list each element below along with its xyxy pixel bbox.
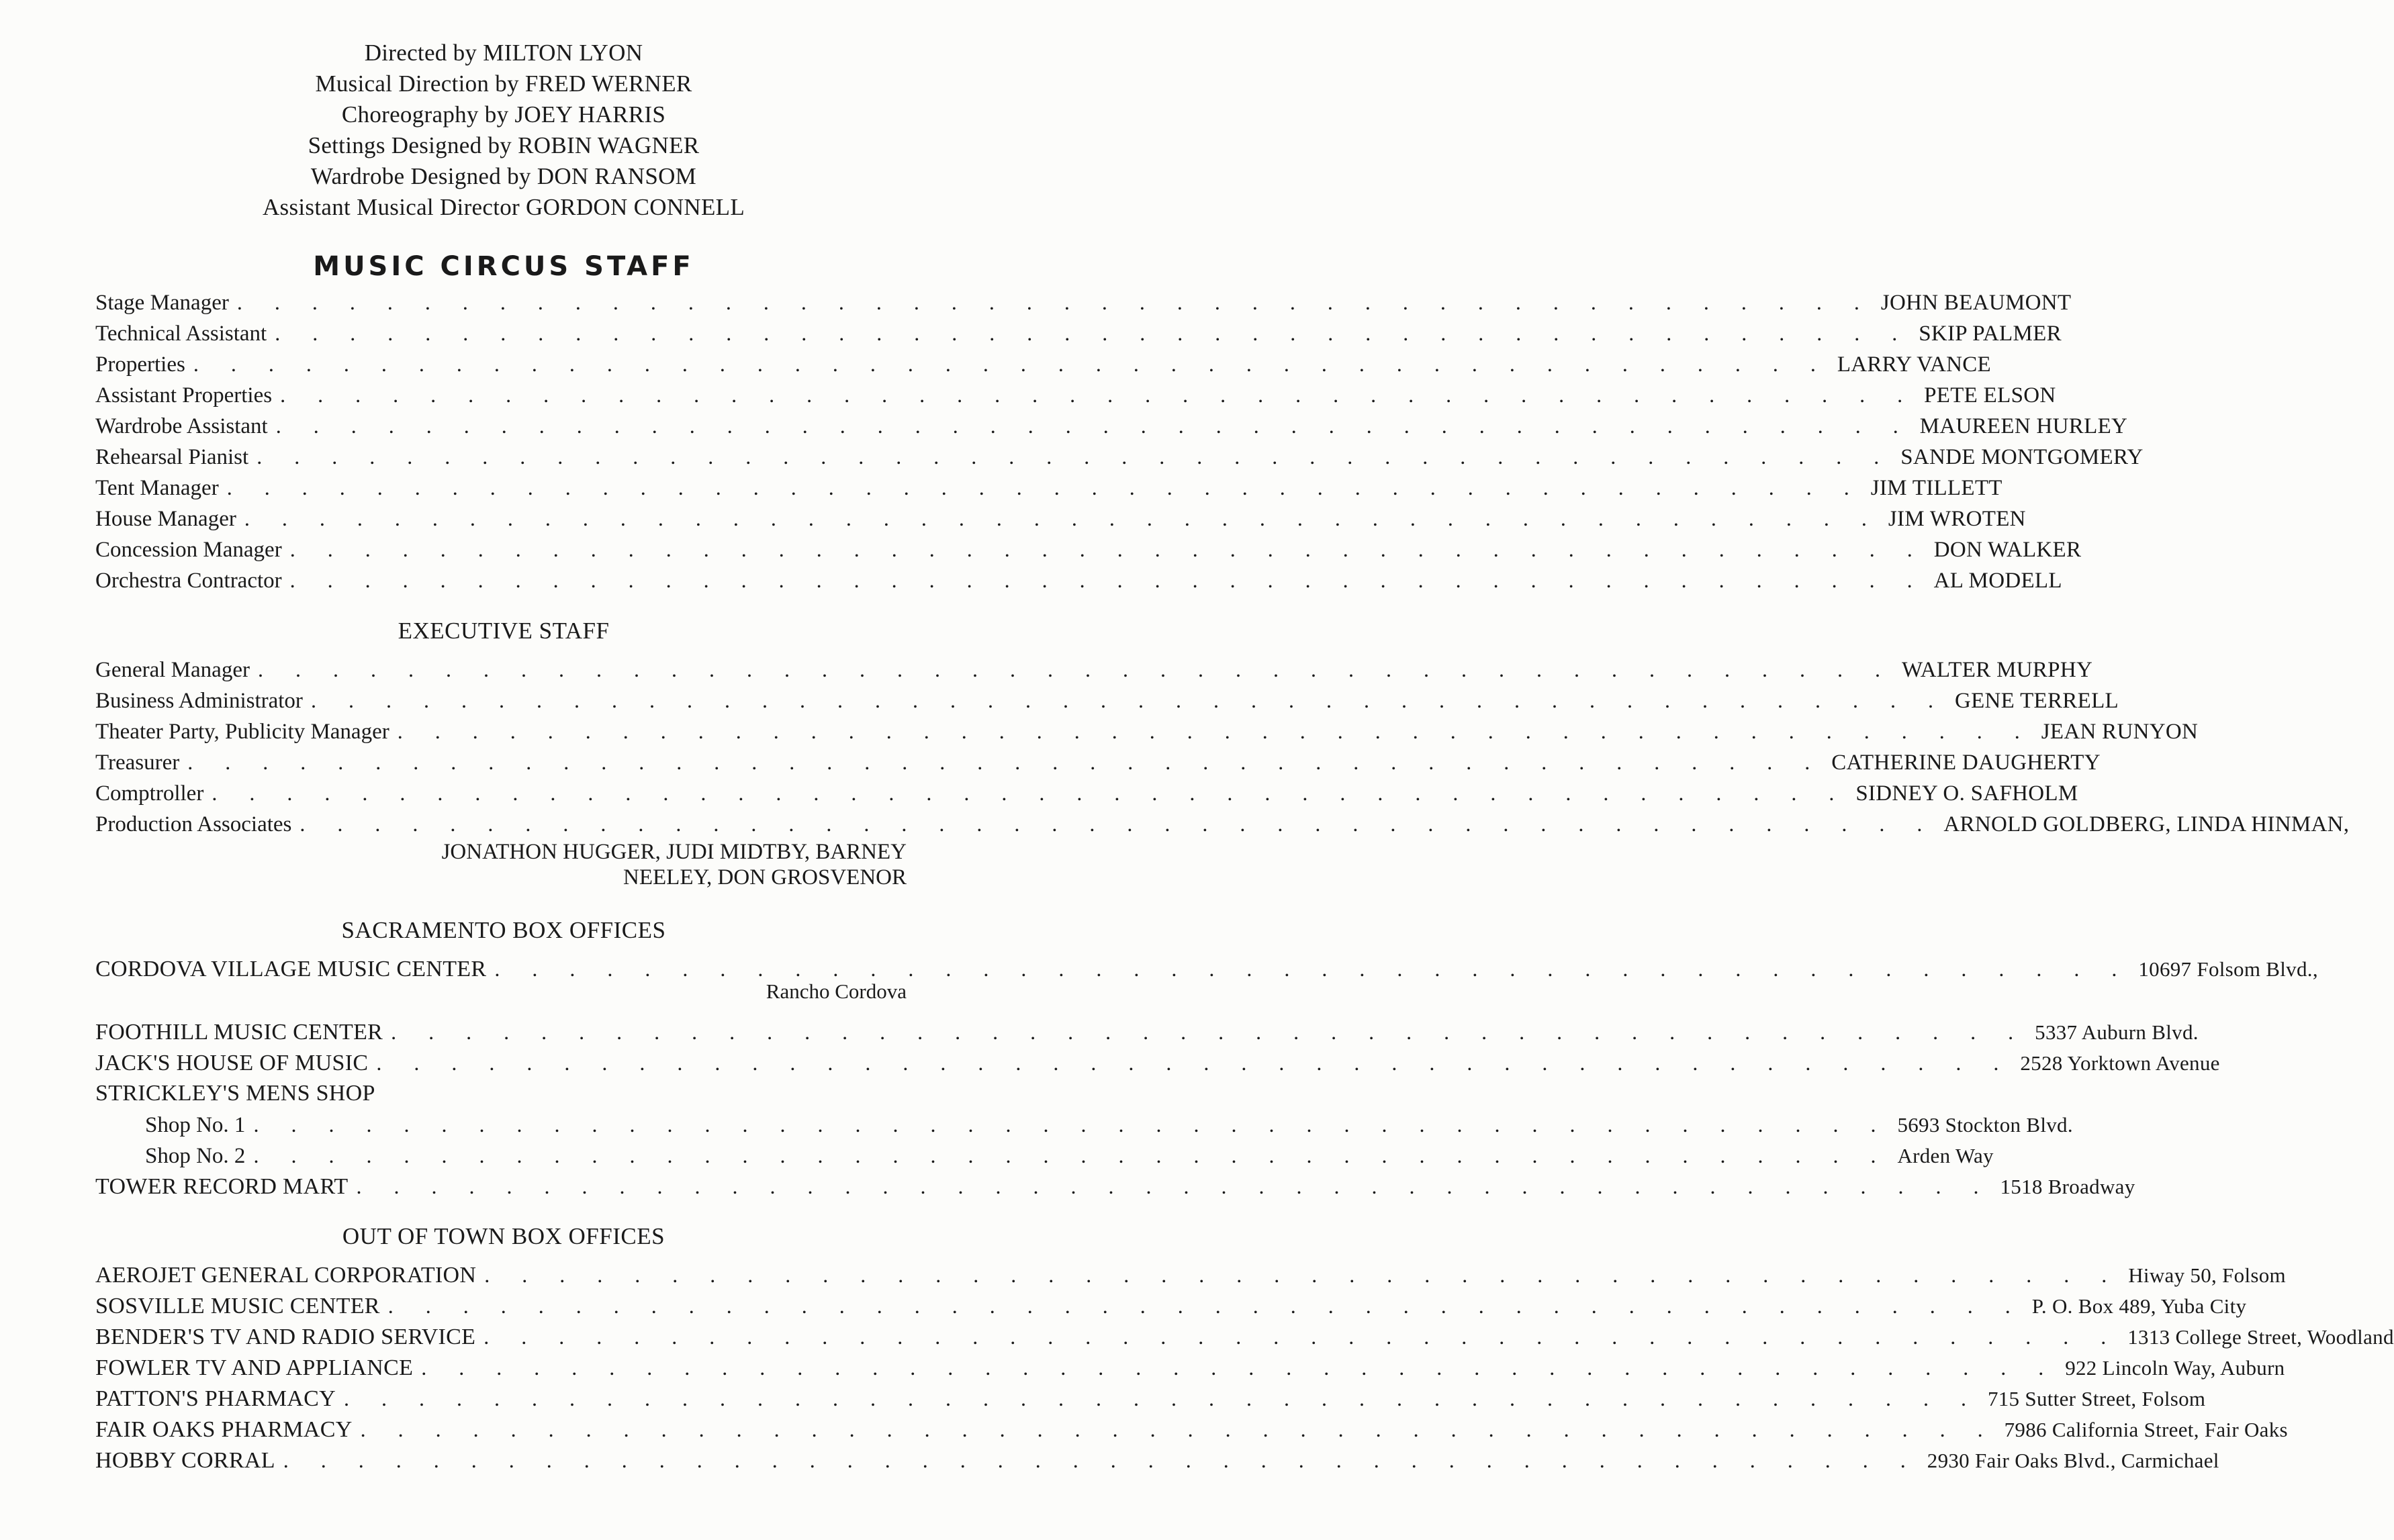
box-office-row: PATTON'S PHARMACY . . . . . . . . . . . . . . . . . . . . . . . . . . . . . . . . . . . . . . . . . . . . 715 Sutter Street, Folsom xyxy=(95,1386,2206,1411)
executive-staff-heading: EXECUTIVE STAFF xyxy=(398,618,610,644)
box-office-row: FAIR OAKS PHARMACY . . . . . . . . . . . . . . . . . . . . . . . . . . . . . . . . . . . . . . . . . . . . 7986 California Street, Fair Oaks xyxy=(95,1417,2288,1442)
staff-row: Comptroller . . . . . . . . . . . . . . . . . . . . . . . . . . . . . . . . . . . . . . . . . . . . SIDNEY O. SAFHOLM xyxy=(95,781,2078,806)
out-of-town-box-offices-list xyxy=(95,1259,2394,1476)
box-office-row: JACK'S HOUSE OF MUSIC . . . . . . . . . . . . . . . . . . . . . . . . . . . . . . . . . . . . . . . . . . . . 2528 Yorktown Avenue xyxy=(95,1051,2220,1075)
box-office-row: TOWER RECORD MART . . . . . . . . . . . . . . . . . . . . . . . . . . . . . . . . . . . . . . . . . . . . 1518 Broadway xyxy=(95,1174,2135,1199)
box-office-row: HOBBY CORRAL . . . . . . . . . . . . . . . . . . . . . . . . . . . . . . . . . . . . . . . . . . . . 2930 Fair Oaks Blvd., Carmichael xyxy=(95,1448,2219,1473)
staff-row: House Manager . . . . . . . . . . . . . . . . . . . . . . . . . . . . . . . . . . . . . . . . . . . . JIM WROTEN xyxy=(95,506,2026,531)
production-associates-continued: NEELEY, DON GROSVENOR xyxy=(623,865,907,889)
box-office-group-heading: STRICKLEY'S MENS SHOP xyxy=(95,1081,375,1106)
staff-row: Concession Manager . . . . . . . . . . . . . . . . . . . . . . . . . . . . . . . . . . . . . . . . . . . . DON WALKER xyxy=(95,537,2082,562)
sacramento-box-offices-list xyxy=(95,953,2318,1202)
staff-row: Orchestra Contractor . . . . . . . . . . . . . . . . . . . . . . . . . . . . . . . . . . . . . . . . . . . . AL MODELL xyxy=(95,568,2062,593)
box-office-row: FOOTHILL MUSIC CENTER . . . . . . . . . . . . . . . . . . . . . . . . . . . . . . . . . . . . . . . . . . . . 5337 Auburn Blvd. xyxy=(95,1020,2199,1045)
out-of-town-box-offices-heading: OUT OF TOWN BOX OFFICES xyxy=(342,1223,665,1249)
music-circus-staff-list xyxy=(95,287,2144,595)
credit-musical-direction: Musical Direction by FRED WERNER xyxy=(315,70,692,97)
credit-assistant-musical-director: Assistant Musical Director GORDON CONNELL xyxy=(262,194,745,220)
music-circus-staff-heading: MUSIC CIRCUS STAFF xyxy=(313,251,694,282)
staff-row: Stage Manager . . . . . . . . . . . . . . . . . . . . . . . . . . . . . . . . . . . . . . . . . . . . JOHN BEAUMONT xyxy=(95,290,2072,315)
credit-choreography: Choreography by JOEY HARRIS xyxy=(341,101,666,128)
staff-row: Business Administrator . . . . . . . . . . . . . . . . . . . . . . . . . . . . . . . . . . . . . . . . . . . . GENE TERRELL xyxy=(95,688,2119,713)
box-office-row: SOSVILLE MUSIC CENTER . . . . . . . . . . . . . . . . . . . . . . . . . . . . . . . . . . . . . . . . . . . . P. O. Box 489, Yuba City xyxy=(95,1294,2247,1318)
staff-row: Assistant Properties . . . . . . . . . . . . . . . . . . . . . . . . . . . . . . . . . . . . . . . . . . . . PETE ELSON xyxy=(95,383,2056,407)
staff-row: Tent Manager . . . . . . . . . . . . . . . . . . . . . . . . . . . . . . . . . . . . . . . . . . . . JIM TILLETT xyxy=(95,475,2002,500)
staff-row: Wardrobe Assistant . . . . . . . . . . . . . . . . . . . . . . . . . . . . . . . . . . . . . . . . . . . . MAUREEN HURLEY xyxy=(95,414,2128,438)
box-office-address-continued: Rancho Cordova xyxy=(766,979,907,1003)
sacramento-box-offices-heading: SACRAMENTO BOX OFFICES xyxy=(341,917,666,943)
box-office-row: Shop No. 1 . . . . . . . . . . . . . . . . . . . . . . . . . . . . . . . . . . . . . . . . . . . . 5693 Stockton Blvd. xyxy=(145,1112,2073,1137)
staff-row: General Manager . . . . . . . . . . . . . . . . . . . . . . . . . . . . . . . . . . . . . . . . . . . . WALTER MURPHY xyxy=(95,657,2093,682)
staff-row: Treasurer . . . . . . . . . . . . . . . . . . . . . . . . . . . . . . . . . . . . . . . . . . . . CATHERINE DAUGHERTY xyxy=(95,750,2101,775)
staff-row: Rehearsal Pianist . . . . . . . . . . . . . . . . . . . . . . . . . . . . . . . . . . . . . . . . . . . . SANDE MONTGOMERY xyxy=(95,444,2144,469)
box-office-row: BENDER'S TV AND RADIO SERVICE . . . . . . . . . . . . . . . . . . . . . . . . . . . . . . . . . . . . . . . . . . . . 1313 College Street, Woodland xyxy=(95,1325,2394,1349)
box-office-row: CORDOVA VILLAGE MUSIC CENTER . . . . . . . . . . . . . . . . . . . . . . . . . . . . . . . . . . . . . . . . . . . . 10697 Folsom Blvd., xyxy=(95,957,2318,981)
box-office-row: Shop No. 2 . . . . . . . . . . . . . . . . . . . . . . . . . . . . . . . . . . . . . . . . . . . . Arden Way xyxy=(145,1143,1994,1168)
staff-row: Theater Party, Publicity Manager . . . . . . . . . . . . . . . . . . . . . . . . . . . . . . . . . . . . . . . . . . . . JEAN RUNYON xyxy=(95,719,2199,744)
credits-block xyxy=(0,38,1007,223)
staff-row: Technical Assistant . . . . . . . . . . . . . . . . . . . . . . . . . . . . . . . . . . . . . . . . . . . . SKIP PALMER xyxy=(95,321,2062,346)
executive-staff-list xyxy=(95,654,2350,890)
staff-row: Properties . . . . . . . . . . . . . . . . . . . . . . . . . . . . . . . . . . . . . . . . . . . . LARRY VANCE xyxy=(95,352,1991,377)
credit-wardrobe: Wardrobe Designed by DON RANSOM xyxy=(310,163,697,189)
box-office-row: FOWLER TV AND APPLIANCE . . . . . . . . . . . . . . . . . . . . . . . . . . . . . . . . . . . . . . . . . . . . 922 Lincoln Way, Auburn xyxy=(95,1355,2285,1380)
production-associates-continued: JONATHON HUGGER, JUDI MIDTBY, BARNEY xyxy=(441,840,907,864)
box-office-row: AEROJET GENERAL CORPORATION . . . . . . . . . . . . . . . . . . . . . . . . . . . . . . . . . . . . . . . . . . . . Hiway 50, Folsom xyxy=(95,1263,2286,1288)
credit-settings: Settings Designed by ROBIN WAGNER xyxy=(308,132,700,158)
production-associates-row: Production Associates . . . . . . . . . . . . . . . . . . . . . . . . . . . . . . . . . . . . . . . . . . . . ARNOLD GOLDBERG, LINDA HINMAN, xyxy=(95,812,2350,836)
credit-director: Directed by MILTON LYON xyxy=(364,40,643,66)
